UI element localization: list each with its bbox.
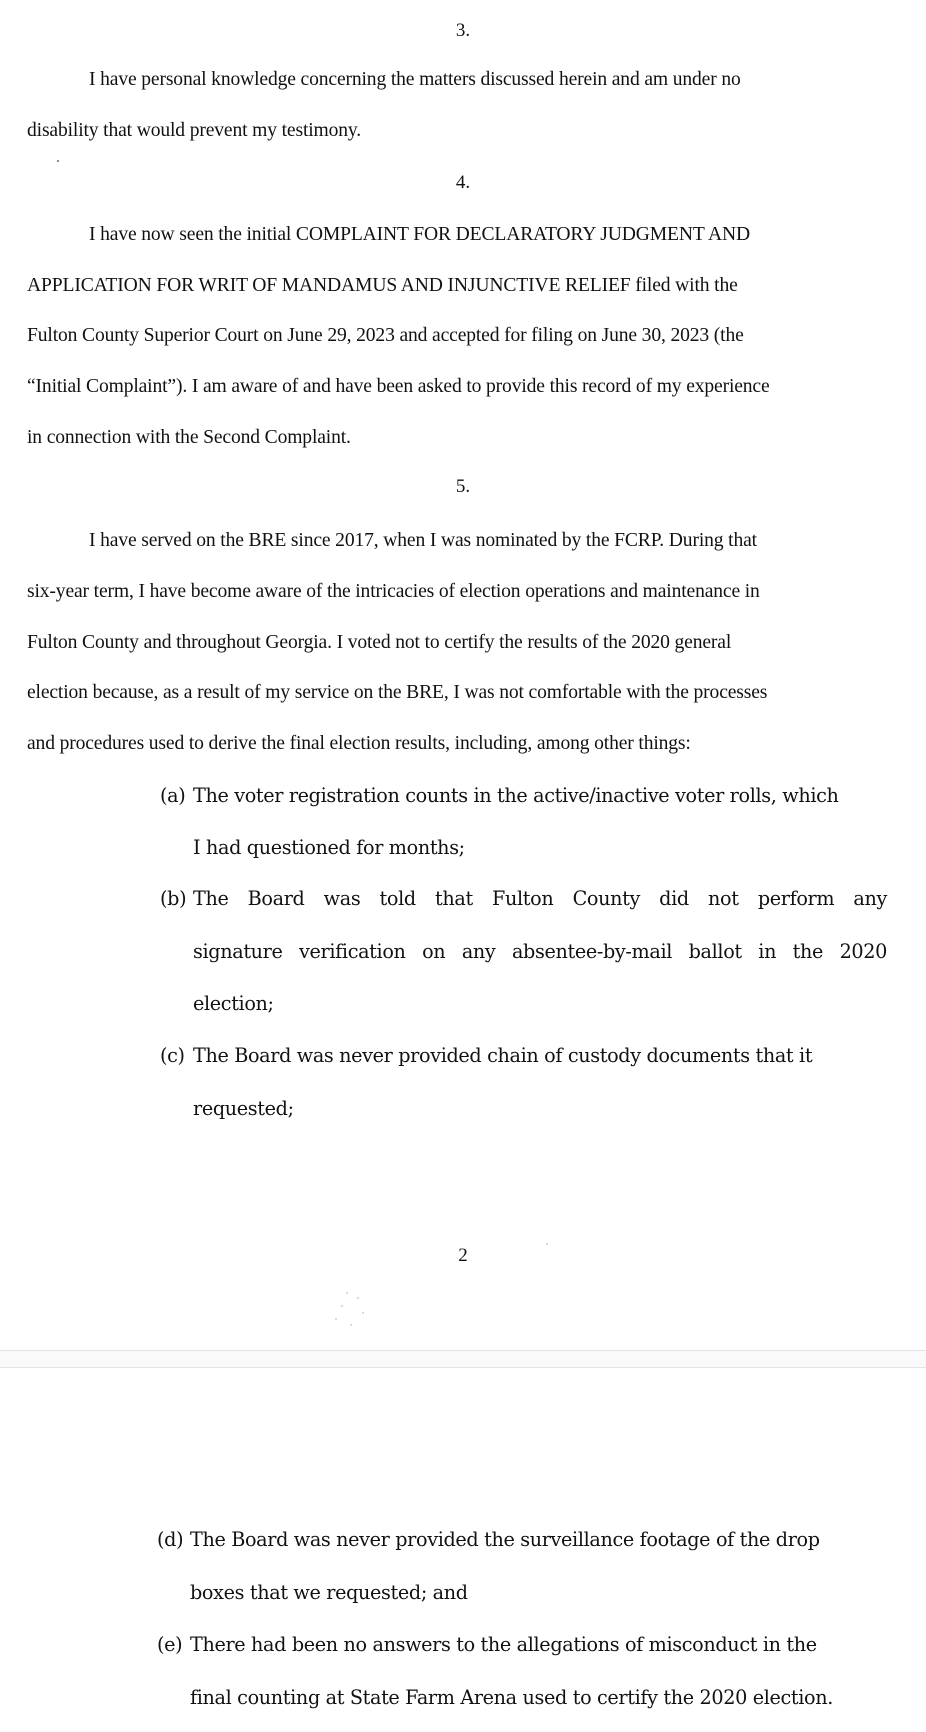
list-item-e-line-2: final counting at State Farm Arena used to certify the 2020 election. xyxy=(190,1686,833,1709)
scan-speck xyxy=(57,160,59,162)
list-item-b-line-3: election; xyxy=(193,992,274,1015)
scan-speck xyxy=(335,1318,337,1320)
paragraph-number-3: 3. xyxy=(455,20,471,41)
list-item-b-line-2: signature verification on any absentee-by-mail ballot in the 2020 xyxy=(193,940,887,963)
list-item-a-line-2: I had questioned for months; xyxy=(193,836,465,859)
paragraph-number-4: 4. xyxy=(455,172,471,193)
scan-speck xyxy=(357,1297,359,1299)
list-item-d-marker: (d) xyxy=(157,1528,184,1551)
scan-speck xyxy=(362,1312,364,1314)
paragraph-4-line-5: in connection with the Second Complaint. xyxy=(27,427,351,448)
list-item-e-line-1: There had been no answers to the allegations of misconduct in the xyxy=(190,1633,817,1656)
paragraph-4-line-4: “Initial Complaint”). I am aware of and have been asked to provide this record of my experience xyxy=(27,376,770,397)
list-item-d-line-2: boxes that we requested; and xyxy=(190,1581,468,1604)
paragraph-5-line-3: Fulton County and throughout Georgia. I voted not to certify the results of the 2020 general xyxy=(27,632,732,653)
list-item-c-line-1: The Board was never provided chain of custody documents that it xyxy=(193,1044,813,1067)
list-item-a-marker: (a) xyxy=(160,784,186,807)
paragraph-number-5: 5. xyxy=(455,476,471,497)
paragraph-4-line-3: Fulton County Superior Court on June 29, 2023 and accepted for filing on June 30, 2023 (the xyxy=(27,325,744,346)
page-number: 2 xyxy=(458,1245,468,1266)
list-item-a-line-1: The voter registration counts in the active/inactive voter rolls, which xyxy=(193,784,839,807)
paragraph-4-line-2: APPLICATION FOR WRIT OF MANDAMUS AND INJUNCTIVE RELIEF filed with the xyxy=(27,275,738,296)
list-item-c-line-2: requested; xyxy=(193,1097,294,1120)
list-item-c-marker: (c) xyxy=(160,1044,185,1067)
page-gap xyxy=(0,1351,926,1367)
list-item-e-marker: (e) xyxy=(157,1633,183,1656)
paragraph-5-line-1: I have served on the BRE since 2017, when I was nominated by the FCRP. During that xyxy=(89,530,757,551)
paragraph-5-line-2: six-year term, I have become aware of the intricacies of election operations and maintenance in xyxy=(27,581,760,602)
document-page-2 xyxy=(0,1368,926,1732)
list-item-d-line-1: The Board was never provided the surveillance footage of the drop xyxy=(190,1528,820,1551)
paragraph-3-line-1: I have personal knowledge concerning the matters discussed herein and am under no xyxy=(89,69,741,90)
scan-speck xyxy=(350,1324,352,1326)
paragraph-3-line-2: disability that would prevent my testimony. xyxy=(27,120,362,141)
scan-speck xyxy=(546,1243,548,1245)
paragraph-5-line-5: and procedures used to derive the final election results, including, among other things: xyxy=(27,733,691,754)
paragraph-4-line-1: I have now seen the initial COMPLAINT FOR DECLARATORY JUDGMENT AND xyxy=(89,224,750,245)
list-item-b-marker: (b) xyxy=(160,887,187,910)
scan-speck xyxy=(346,1292,348,1294)
list-item-b-line-1: The Board was told that Fulton County did not perform any xyxy=(193,887,887,910)
paragraph-5-line-4: election because, as a result of my service on the BRE, I was not comfortable with the processes xyxy=(27,682,768,703)
scan-speck xyxy=(341,1305,343,1307)
